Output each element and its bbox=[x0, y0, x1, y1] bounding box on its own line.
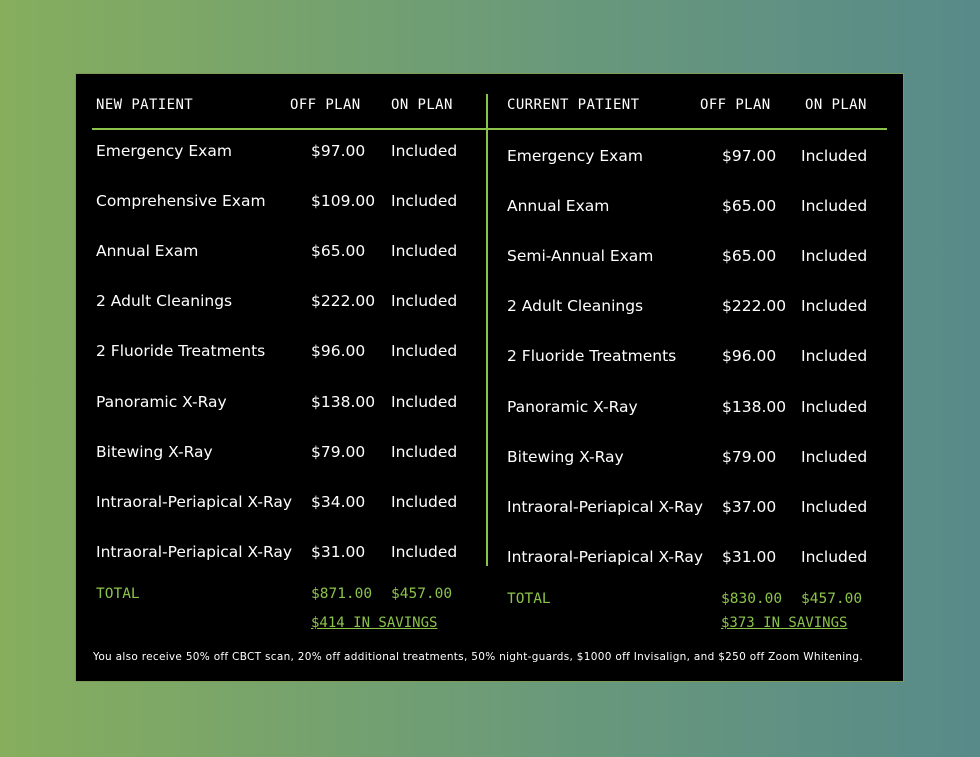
new-patient-off-plan-price: $109.00 bbox=[311, 192, 376, 211]
footnote-text: You also receive 50% off CBCT scan, 20% off additional treatments, 50% night-guards, $1000 off Invisalign, and $250 off Zoom Whitening. bbox=[93, 651, 863, 663]
current-patient-off-plan-price: $65.00 bbox=[722, 247, 777, 266]
current-patient-total-off-plan: $830.00 bbox=[721, 591, 783, 607]
current-patient-service-name: Annual Exam bbox=[507, 197, 610, 216]
current-patient-off-plan-header: OFF PLAN bbox=[700, 97, 771, 113]
current-patient-total-label: TOTAL bbox=[507, 591, 551, 607]
new-patient-on-plan-value: Included bbox=[391, 142, 458, 160]
current-patient-on-plan-value: Included bbox=[801, 147, 868, 165]
new-patient-service-name: Intraoral-Periapical X-Ray bbox=[96, 542, 293, 561]
new-patient-off-plan-price: $79.00 bbox=[311, 442, 366, 461]
current-patient-heading: CURRENT PATIENT bbox=[507, 97, 640, 113]
current-patient-service-name: Bitewing X-Ray bbox=[507, 447, 624, 466]
new-patient-service-name: Annual Exam bbox=[96, 242, 199, 261]
current-patient-service-name: Intraoral-Periapical X-Ray bbox=[507, 497, 704, 516]
current-patient-off-plan-price: $96.00 bbox=[722, 347, 777, 366]
new-patient-on-plan-value: Included bbox=[391, 292, 458, 311]
current-patient-off-plan-price: $31.00 bbox=[722, 547, 777, 566]
current-patient-on-plan-value: Included bbox=[801, 447, 868, 466]
new-patient-service-name: Panoramic X-Ray bbox=[96, 392, 227, 411]
new-patient-total-label: TOTAL bbox=[96, 586, 140, 602]
new-patient-total-off-plan: $871.00 bbox=[311, 586, 373, 602]
current-patient-off-plan-price: $138.00 bbox=[722, 397, 787, 416]
new-patient-off-plan-price: $65.00 bbox=[311, 242, 366, 261]
new-patient-service-name: Comprehensive Exam bbox=[96, 192, 266, 211]
current-patient-service-name: Semi-Annual Exam bbox=[507, 247, 654, 266]
current-patient-savings-link[interactable]: $373 IN SAVINGS bbox=[721, 615, 848, 631]
current-patient-off-plan-price: $79.00 bbox=[722, 447, 777, 466]
new-patient-on-plan-value: Included bbox=[391, 392, 458, 411]
new-patient-on-plan-value: Included bbox=[391, 342, 458, 361]
current-patient-off-plan-price: $97.00 bbox=[722, 147, 777, 165]
new-patient-off-plan-price: $222.00 bbox=[311, 292, 376, 311]
new-patient-total-on-plan: $457.00 bbox=[391, 586, 453, 602]
current-patient-service-name: 2 Fluoride Treatments bbox=[507, 347, 677, 366]
new-patient-off-plan-price: $97.00 bbox=[311, 142, 366, 160]
current-patient-on-plan-header: ON PLAN bbox=[805, 97, 867, 113]
new-patient-on-plan-value: Included bbox=[391, 542, 458, 561]
column-divider-line bbox=[486, 94, 488, 566]
current-patient-on-plan-value: Included bbox=[801, 247, 868, 266]
new-patient-heading: NEW PATIENT bbox=[96, 97, 194, 113]
current-patient-on-plan-value: Included bbox=[801, 397, 868, 416]
current-patient-on-plan-value: Included bbox=[801, 497, 868, 516]
current-patient-off-plan-price: $65.00 bbox=[722, 197, 777, 216]
current-patient-off-plan-price: $222.00 bbox=[722, 297, 787, 316]
current-patient-on-plan-value: Included bbox=[801, 547, 868, 566]
current-patient-on-plan-value: Included bbox=[801, 197, 868, 216]
new-patient-service-name: 2 Fluoride Treatments bbox=[96, 342, 266, 361]
new-patient-off-plan-price: $31.00 bbox=[311, 542, 366, 561]
new-patient-on-plan-value: Included bbox=[391, 442, 458, 461]
current-patient-service-name: Emergency Exam bbox=[507, 147, 643, 165]
current-patient-service-name: 2 Adult Cleanings bbox=[507, 297, 644, 316]
current-patient-on-plan-value: Included bbox=[801, 297, 868, 316]
current-patient-on-plan-value: Included bbox=[801, 347, 868, 366]
new-patient-service-name: Intraoral-Periapical X-Ray bbox=[96, 492, 293, 511]
new-patient-service-name: Bitewing X-Ray bbox=[96, 442, 213, 461]
current-patient-service-name: Panoramic X-Ray bbox=[507, 397, 638, 416]
current-patient-off-plan-price: $37.00 bbox=[722, 497, 777, 516]
new-patient-off-plan-price: $138.00 bbox=[311, 392, 376, 411]
current-patient-service-name: Intraoral-Periapical X-Ray bbox=[507, 547, 704, 566]
new-patient-on-plan-value: Included bbox=[391, 242, 458, 261]
new-patient-on-plan-header: ON PLAN bbox=[391, 97, 453, 113]
new-patient-on-plan-value: Included bbox=[391, 492, 458, 511]
new-patient-off-plan-price: $34.00 bbox=[311, 492, 366, 511]
new-patient-savings-link[interactable]: $414 IN SAVINGS bbox=[311, 615, 438, 631]
new-patient-service-name: 2 Adult Cleanings bbox=[96, 292, 233, 311]
current-patient-total-on-plan: $457.00 bbox=[801, 591, 863, 607]
new-patient-off-plan-price: $96.00 bbox=[311, 342, 366, 361]
new-patient-on-plan-value: Included bbox=[391, 192, 458, 211]
new-patient-service-name: Emergency Exam bbox=[96, 142, 232, 160]
new-patient-off-plan-header: OFF PLAN bbox=[290, 97, 361, 113]
header-divider-line bbox=[92, 128, 887, 130]
